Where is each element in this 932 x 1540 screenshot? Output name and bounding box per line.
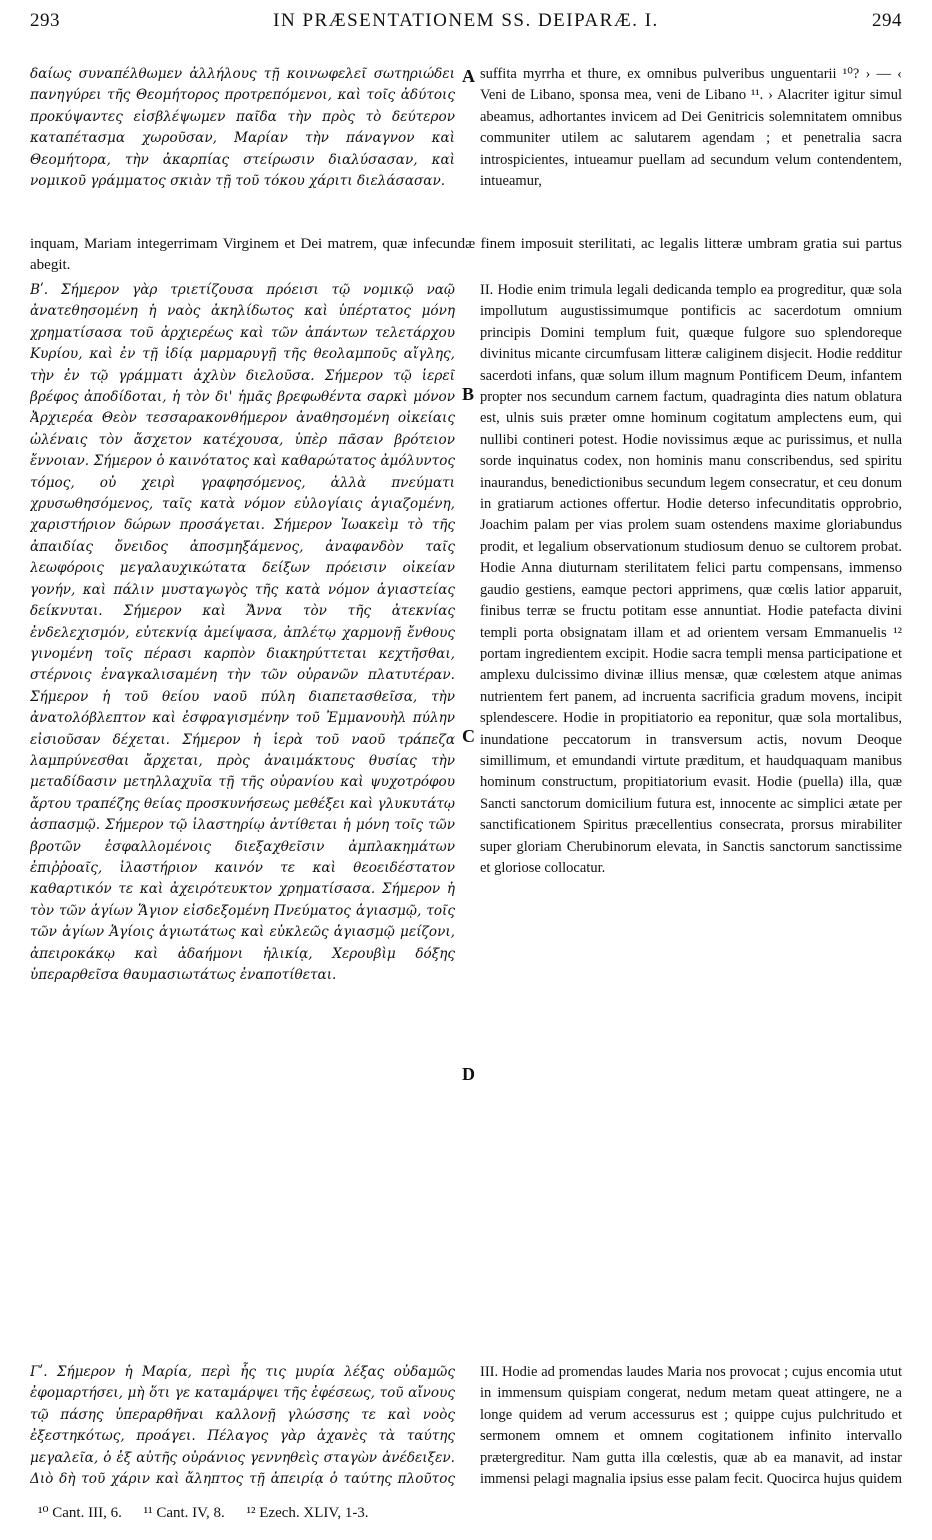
margin-mark-b: B [462,384,475,404]
latin-column-section-1: suffita myrrha et thure, ex omnibus pulveribus unguentarii ¹⁰? › — ‹ Veni de Libano, sponsa mea, veni de Libano ¹¹. › Alacriter igitur simul abeamus, adhortantes invicem ad Dei Genitricis solemnitatem omnibus communiter utilem ac salutarem agendam ; et penetralia sacra introspicientes, intueamur puellam ad secundum velum contendentem, intueamur, [480,66,902,190]
page-number-right: 294 [872,10,902,31]
footnotes [38,1503,898,1522]
latin-column-section-2: II. Hodie enim trimula legali dedicanda templo ea progreditur, quæ sola impollutum augustissimumque pontificis ac sacerdotum omnium principis Domini templum fuit, quæque fulgore suo splendoreque divinitus micante circumfusam litteræ caliginem disjecit. Hodie redditur sacerdoti infans, quæ solum illum magnum Pontificem Deum, infantem propter nos secundum carnem factum, quadraginta dies natum oblatura est, ulnis suis præter omne hominum cogitatum amplectens eum, qui nullibi contineri potest. Hodie novissimus æque ac purissimus, et nulla sorde inquinatus codex, non hominis manu conscribendus, sed spiritu inaurandus, benedictionibus secundum legem consecratur, et ceu donum in gratiarum actiones offertur. Hodie deterso infecunditatis opprobrio, Joachim palam per vias prolem suam ostendens maxime gloriabundus prodit, et legalium observationum studiosum denuo se cultorem probat. Hodie Anna diuturnam sterilitatem felici partu compensans, immenso gaudio gestiens, eamque pectori apprimens, quæ cœlis latior apparuit, finibus terræ se fructu potitam esse annuntiat. Hodie patefacta divini templi porta obsignatam illam et ad orientem versam Emmanuelis ¹² portam ingredientem excipit. Hodie sacra templi mensa participatione et amplexu dulcissimo divinæ illius mensæ, quæ cœlestem atque animas nutrientem fert panem, ad incruenta sacrificia gradum movens, incipit splendescere. Hodie in propitiatorio ea reponitur, quæ sola mortalibus, inundatione peccatorum in transversum actis, novum Deoque simillimum, et emundandi virtute præditum, et haudquaquam manibus hominum constructum, propitiatorium evasit. Hodie (puella) illa, quæ Sancti sanctorum domicilium futura est, innocente ac simplici ætate per sanctificationem Spiritus præcellentius consecrata, prorsus mirabiliter super gloriam Cherubinorum elevata, in Sanctis sanctorum sanctissime et gloriose collocatur. [480,282,902,876]
spanning-text-section-1: inquam, Mariam integerrimam Virginem et Dei matrem, quæ infecundæ finem imposuit sterilitati, ac legalis litteræ umbram gratia sui partus abegit. [30,236,902,274]
footnote-12: ¹² Ezech. XLIV, 1-3. [246,1505,369,1521]
margin-mark-a: A [462,66,475,86]
margin-mark-d: D [462,1064,475,1084]
running-header [30,10,902,40]
page-number-left: 293 [30,10,60,31]
margin-mark-c: C [462,726,475,746]
latin-column-section-3: III. Hodie ad promendas laudes Maria nos provocat ; cujus encomia utut in immensum quispiam congerat, nedum metam queat attingere, ne a longe quidem ad verum accessurus est ; quippe cujus pulchritudo et sermonem omnem et omnem cogitationem infinito intervallo prætergreditur. Nam gutta illa cœlestis, quæ ab ea manavit, ad instar immensi pelagi magnalia ipsius esse palam fecit. Quocirca hujus quidem [480,1364,902,1488]
greek-column-section-2: Βʹ. Σήμερον γὰρ τριετίζουσα πρόεισι τῷ νομικῷ ναῷ ἀνατεθησομένη ἡ ναὸς ἀκηλίδωτος καὶ ὑπέρτατος μόνη χρηματίσασα τοῦ ἀρχιερέως καὶ τῶν ἁπάντων τελετάρχου Κυρίου, καὶ ἐν τῇ ἰδίᾳ μαρμαρυγῇ τῆς θεολαμποῦς αἴγλης, τὴν ἐν τῷ γράμματι ἀχλὺν διελοῦσα. Σήμερον τῷ ἱερεῖ βρέφος ἀποδίδοται, ἡ τὸν δι' ἡμᾶς βρεφωθέντα σαρκὶ μόνον Ἀρχιερέα Θεὸν τεσσαρακονθήμερον ἀναθησομένη οἰκείαις ὠλέναις τὸν ἄσχετον κατέχουσα, ὑπὲρ πᾶσαν βρότειον ἔννοιαν. Σήμερον ὁ καινότατος καὶ καθαρώτατος ἀμόλυντος τόμος, οὐ χειρὶ γραφησόμενος, ἀλλὰ πνεύματι χρυσωθησόμενος, ταῖς κατὰ νόμον εὐλογίαις ἁγιαζομένη, χαριστήριον δώρων προσάγεται. Σήμερον Ἰωακεὶμ τὸ τῆς ἀπαιδίας ὄνειδος ἀποσμηξάμενος, ἀναφανδὸν ταῖς λεωφόροις μεγαλαυχικώτατα δείξων πρόεισιν οἰκείαν γονήν, καὶ πάλιν μυσταγωγὸς τῆς κατὰ νόμον ἁγιαστείας δείκνυται. Σήμερον καὶ Ἄννα τὸν τῆς ἀτεκνίας ἐνδελεχισμόν, εὐτεκνίᾳ ἀμείψασα, ἀπλέτῳ χαρμονῇ ἔνθους γινομένη τοῖς πέρασι καρπὸν διακηρύττεται κεχτῆσθαι, στέρνοις ἐναγκαλισαμένη τὴν τῶν οὐρανῶν πλατυτέραν. Σήμερον ἡ τοῦ θείου ναοῦ πύλη διαπετασθεῖσα, τὴν ἀνατολόβλεπτον καὶ ἐσφραγισμένην τοῦ Ἐμμανουὴλ πύλην εἰσιοῦσαν δέχεται. Σήμερον ἡ ἱερὰ τοῦ ναοῦ τράπεζα λαμπρύνεσθαι ἄρχεται, πρὸς ἀναιμάκτους θυσίας τὴν μεταδίδασιν μετηλλαχυῖα τῇ τῆς οὐρανίου καὶ ψυχοτρόφου ἄρτου τραπέζης θείας προσκυνήσεως μεθέξει καὶ γλυκυτάτῳ ἀσπασμῷ. Σήμερον τῷ ἱλαστηρίῳ ἀντίθεται ἡ μόνη τοῖς τῶν βροτῶν ἐσφαλλομένοις διεξαχθεῖσιν ἀμπλακημάτων ἐπιῤῥοαῖς, ἱλαστήριον καινόν τε καὶ θεοειδέστατον καθαρτικόν τε καὶ ἀχειρότευκτον χρηματίσασα. Σήμερον ἡ τὸν τῶν ἁγίων Ἅγιον εἰσδεξομένη Πνεύματος ἁγιασμῷ, τοῖς τῶν ἁγίων Ἁγίοις ἁγιωτάτως καὶ εὐκλεῶς ἁγιασμῷ μείζονι, ἀπειροκάκῳ καὶ ἀδαήμονι ἡλικίᾳ, Χερουβὶμ δόξης ὑπεραρθεῖσα θαυμασιωτάτως ἐναποτίθεται. [30,282,455,983]
greek-column-section-3: Γʹ. Σήμερον ἡ Μαρία, περὶ ἧς τις μυρία λέξας οὐδαμῶς ἐφομαρτήσει, μὴ ὅτι γε καταμάρψει τῆς ἐφέσεως, τοῦ αἴνους τῷ πάσης ὑπεραρθῆναι καλλονῇ γλώσσης τε καὶ νοὸς ἐξεστηκότως, προάγει. Πέλαγος γὰρ ἀχανὲς τὰ ταύτης μεγαλεῖα, ὁ ἐξ αὐτῆς οὐράνιος γεννηθεὶς σταγὼν ἀνέδειξεν. Διὸ δὴ τοῦ χάριν καὶ ἄληπτος τῇ ἀπειρίᾳ ὁ ταύτης πλοῦτος [30,1364,455,1488]
footnote-11: ¹¹ Cant. IV, 8. [143,1505,225,1521]
footnote-10: ¹⁰ Cant. III, 6. [38,1505,122,1521]
greek-column-section-1: δαίως συναπέλθωμεν ἀλλήλους τῇ κοινωφελεῖ σωτηριώδει πανηγύρει τῆς Θεομήτορος προτρεπόμενοι, καὶ τοῖς ἀδύτοις προκύψαντες εἰσβλέψωμεν παῖδα τὴν πρὸς τὸ δεύτερον καταπέτασμα χωροῦσαν, Μαρίαν τὴν πάναγνον καὶ Θεομήτορα, τὴν ἀκαρπίας στείρωσιν διαλύσασαν, καὶ νομικοῦ γράμματος σκιὰν τῇ τοῦ τόκου χάριτι διελάσασαν. [30,66,455,190]
running-title: IN PRÆSENTATIONEM SS. DEIPARÆ. I. [273,10,659,31]
